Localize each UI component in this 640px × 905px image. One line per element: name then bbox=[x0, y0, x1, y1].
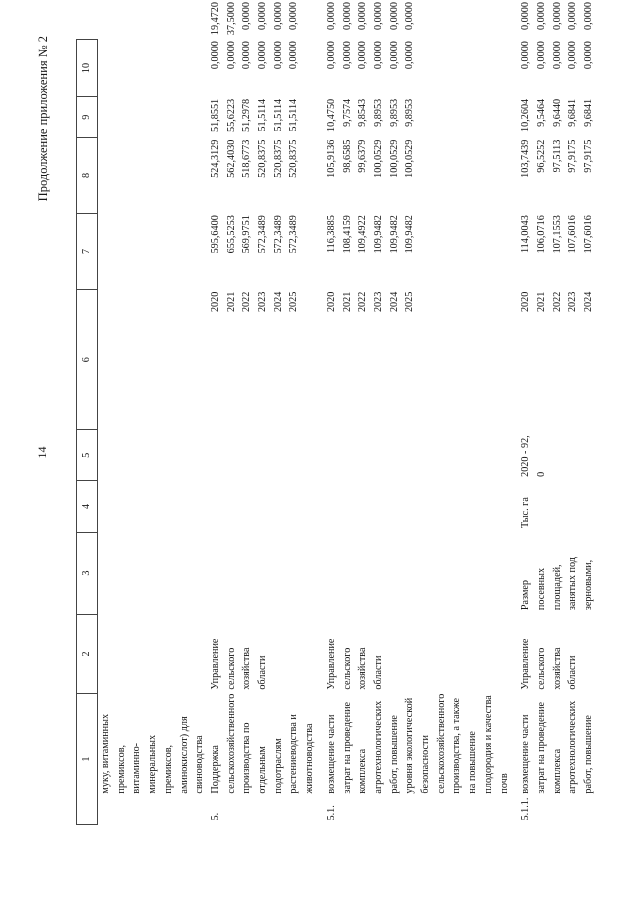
row-col10-values: 19,4720 37,5000 0,0000 0,0000 0,0000 0,0000 bbox=[209, 2, 300, 36]
col-header-6: 6 bbox=[77, 290, 98, 430]
col-header-5: 5 bbox=[77, 430, 98, 481]
column-header-row bbox=[77, 0, 98, 825]
appendix-label: Продолжение приложения № 2 bbox=[36, 36, 50, 202]
col-header-4: 4 bbox=[77, 481, 98, 532]
row-name: муку, витаминных премиксов, витаминно- минеральных премиксов, аминокислот) для свиноводства bbox=[100, 713, 206, 794]
row-years: 2020 2021 2022 2023 2024 2025 bbox=[325, 291, 416, 313]
table-row bbox=[324, 0, 512, 825]
row-col6-values: 595,6400 655,5253 569,9751 572,3489 572,3489 572,3489 bbox=[209, 215, 300, 254]
row-number: 5. bbox=[209, 812, 221, 821]
col-header-3: 3 bbox=[77, 532, 98, 614]
table-row bbox=[98, 0, 208, 825]
row-col7-values: 524,3129 562,4030 518,6773 520,8375 520,8375 520,8375 bbox=[209, 139, 300, 178]
col-header-9: 9 bbox=[77, 97, 98, 138]
table-row bbox=[208, 0, 318, 825]
row-col8-values: 10,2604 9,5464 9,6440 9,6841 9,6841 bbox=[520, 98, 595, 132]
row-number: 5.1.1. bbox=[520, 797, 532, 821]
row-indicator: Размер посевных площадей, занятых под зерновыми, bbox=[520, 557, 595, 611]
row-executor: Управление сельского хозяйства области bbox=[209, 638, 269, 690]
row-col9-values: 0,0000 0,0000 0,0000 0,0000 0,0000 bbox=[520, 41, 595, 70]
row-years: 2020 2021 2022 2023 2024 bbox=[520, 291, 595, 313]
row-col10-values: 0,0000 0,0000 0,0000 0,0000 0,0000 bbox=[520, 2, 595, 31]
page-number: 14 bbox=[35, 446, 49, 459]
col-header-7: 7 bbox=[77, 213, 98, 289]
row-unit: Тыс. га bbox=[520, 497, 532, 529]
col-header-1: 1 bbox=[77, 694, 98, 825]
row-col8-values: 10,4750 9,7574 9,8543 9,8953 9,8953 9,8953 bbox=[325, 98, 416, 132]
row-number: 5.1. bbox=[325, 805, 337, 821]
row-col6-values: 114,0043 106,0716 107,1553 107,6016 107,6016 bbox=[520, 215, 595, 254]
row-executor: Управление сельского хозяйства области bbox=[325, 638, 384, 690]
row-col7-values: 105,9136 98,6585 99,6379 100,0529 100,0529 100,0529 bbox=[325, 139, 416, 178]
row-name: возмещение части затрат на проведение комплекса агротехнологических работ, повышение bbox=[520, 700, 595, 794]
row-executor: Управление сельского хозяйства области bbox=[520, 638, 579, 690]
row-col8-values: 51,8551 55,6223 51,2978 51,5114 51,5114 51,5114 bbox=[209, 98, 300, 132]
table-row bbox=[518, 0, 597, 825]
row-value: 2020 - 92, 0 bbox=[520, 435, 547, 477]
row-name: Поддержка сельскохозяйственного производства по отдельным подотраслям растениеводства и животноводства bbox=[209, 693, 316, 794]
row-col9-values: 0,0000 0,0000 0,0000 0,0000 0,0000 0,0000 bbox=[325, 41, 416, 70]
col-header-10: 10 bbox=[77, 39, 98, 97]
row-col10-values: 0,0000 0,0000 0,0000 0,0000 0,0000 0,0000 bbox=[325, 2, 416, 31]
row-years: 2020 2021 2022 2023 2024 2025 bbox=[209, 291, 300, 313]
row-col9-values: 0,0000 0,0000 0,0000 0,0000 0,0000 0,0000 bbox=[209, 41, 300, 70]
data-table bbox=[76, 0, 597, 825]
col-header-2: 2 bbox=[77, 614, 98, 694]
row-col6-values: 116,3885 108,4159 109,4922 109,9482 109,9482 109,9482 bbox=[325, 215, 416, 254]
row-name: возмещение части затрат на проведение комплекса агротехнологических работ, повышение уровня экологической безопасности сельскохозяйственного производства, а также на повышение плодородия и качества почв bbox=[325, 693, 510, 794]
row-col7-values: 103,7439 96,5252 97,5113 97,9175 97,9175 bbox=[520, 139, 595, 178]
col-header-8: 8 bbox=[77, 138, 98, 214]
